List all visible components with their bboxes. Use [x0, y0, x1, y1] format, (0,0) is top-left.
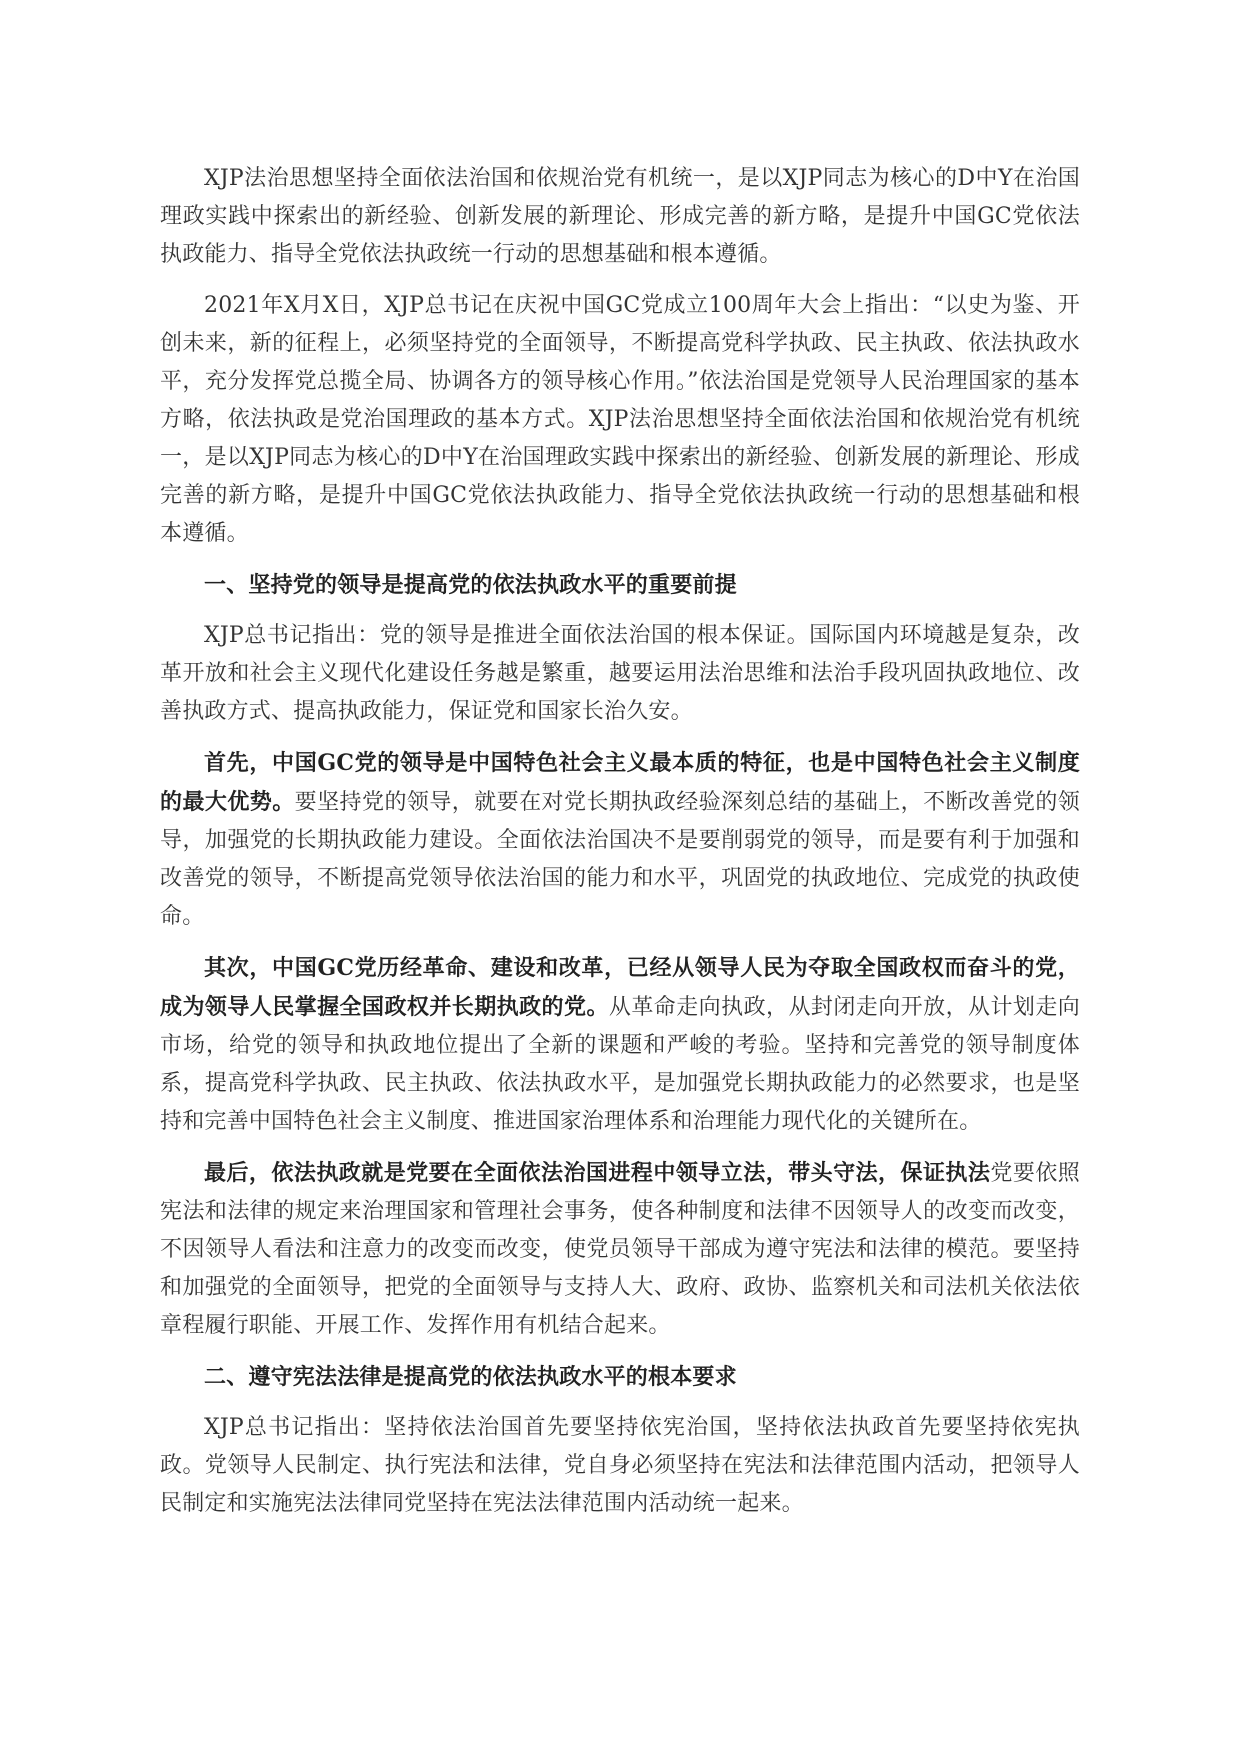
paragraph-constitution: XJP总书记指出：坚持依法治国首先要坚持依宪治国，坚持依法执政首先要坚持依宪执政。党领导人民制定、执行宪法和法律，党自身必须坚持在宪法和法律范围内活动，把领导人民制定和实施宪法法律同党坚持在宪法法律范围内活动统一起来。	[160, 1415, 1080, 1516]
paragraph-speech: 2021年X月X日，XJP总书记在庆祝中国GC党成立100周年大会上指出：“以史为鉴、开创未来，新的征程上，必须坚持党的全面领导，不断提高党科学执政、民主执政、依法执政水平，充分发挥党总揽全局、协调各方的领导核心作用。”依法治国是党领导人民治理国家的基本方略，依法执政是党治国理政的基本方式。XJP法治思想坚持全面依法治国和依规治党有机统一，是以XJP同志为核心的D中Y在治国理政实践中探索出的新经验、创新发展的新理论、形成完善的新方略，是提升中国GC党依法执政能力、指导全党依法执政统一行动的思想基础和根本遵循。	[160, 293, 1080, 546]
paragraph-intro: XJP法治思想坚持全面依法治国和依规治党有机统一，是以XJP同志为核心的D中Y在治国理政实践中探索出的新经验、创新发展的新理论、形成完善的新方略，是提升中国GC党依法执政能力、指导全党依法执政统一行动的思想基础和根本遵循。	[160, 166, 1080, 267]
paragraph-second-body: 从革命走向执政，从封闭走向开放，从计划走向市场，给党的领导和执政地位提出了全新的课题和严峻的考验。坚持和完善党的领导制度体系，提高党科学执政、民主执政、依法执政水平，是加强党长期执政能力的必然要求，也是坚持和完善中国特色社会主义制度、推进国家治理体系和治理能力现代化的关键所在。	[160, 995, 1080, 1134]
paragraph-second-lead: 其次，中国GC党历经革命、建设和改革，已经从领导人民为夺取全国政权而奋斗的党，成为领导人民掌握全国政权并长期执政的党。	[160, 955, 1080, 1020]
paragraph-party-leadership: XJP总书记指出：党的领导是推进全面依法治国的根本保证。国际国内环境越是复杂，改革开放和社会主义现代化建设任务越是繁重，越要运用法治思维和法治手段巩固执政地位、改善执政方式、提高执政能力，保证党和国家长治久安。	[160, 623, 1080, 724]
section-heading-1: 一、坚持党的领导是提高党的依法执政水平的重要前提	[204, 572, 737, 598]
paragraph-first	[160, 744, 1080, 936]
paragraph-last-lead: 最后，依法执政就是党要在全面依法治国进程中领导立法，带头守法，保证执法	[204, 1160, 991, 1186]
paragraph-second	[160, 949, 1080, 1141]
paragraph-last	[160, 1154, 1080, 1345]
paragraph-first-body: 要坚持党的领导，就要在对党长期执政经验深刻总结的基础上，不断改善党的领导，加强党的长期执政能力建设。全面依法治国决不是要削弱党的领导，而是要有利于加强和改善党的领导，不断提高党领导依法治国的能力和水平，巩固党的执政地位、完成党的执政使命。	[160, 790, 1080, 929]
paragraph-last-body: 党要依照宪法和法律的规定来治理国家和管理社会事务，使各种制度和法律不因领导人的改变而改变，不因领导人看法和注意力的改变而改变，使党员领导干部成为遵守宪法和法律的模范。要坚持和加强党的全面领导，把党的全面领导与支持人大、政府、政协、监察机关和司法机关依法依章程履行职能、开展工作、发挥作用有机结合起来。	[160, 1161, 1080, 1338]
section-heading-2: 二、遵守宪法法律是提高党的依法执政水平的根本要求	[204, 1364, 737, 1390]
paragraph-first-lead: 首先，中国GC党的领导是中国特色社会主义最本质的特征，也是中国特色社会主义制度的最大优势。	[160, 750, 1080, 815]
document-body	[160, 160, 1080, 1536]
